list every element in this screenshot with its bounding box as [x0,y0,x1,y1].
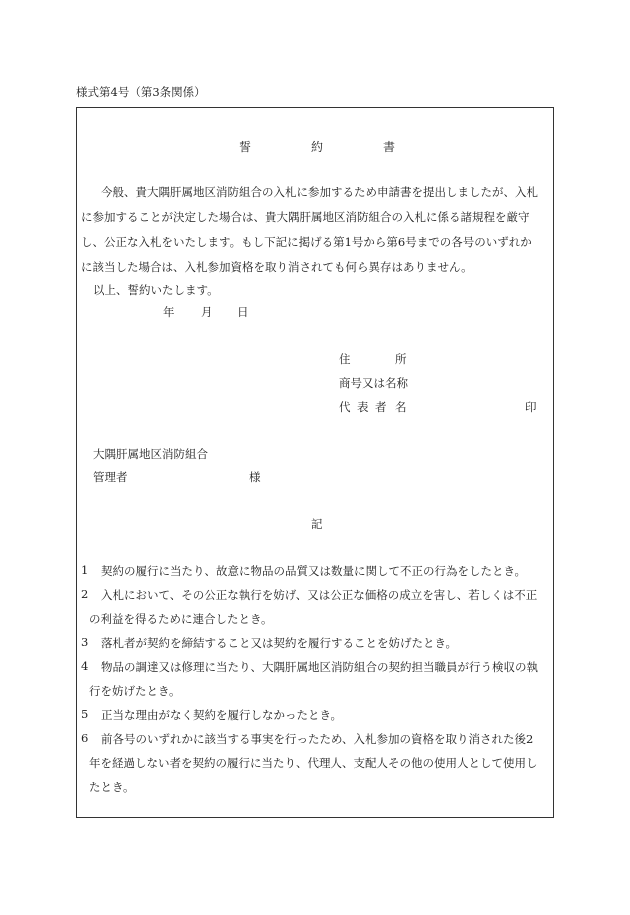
item-5-number: 5 [81,707,89,721]
addressee-organization: 大隅肝属地区消防組合 [93,447,208,461]
seal-mark: 印 [525,400,537,414]
address-label-char-2: 所 [395,352,407,366]
item-1-line-1: 契約の履行に当たり、故意に物品の品質又は数量に関して不正の行為をしたとき。 [101,564,527,578]
intro-line-2: に参加することが決定した場合は、貴大隅肝属地区消防組合の入札に係る諸規程を厳守 [81,210,530,224]
item-6-line-3: たとき。 [89,780,135,794]
item-4-line-1: 物品の調達又は修理に当たり、大隅肝属地区消防組合の契約担当職員が行う検収の執 [101,660,538,674]
item-6-line-2: 年を経過しない者を契約の履行に当たり、代理人、支配人その他の使用人として使用し [89,756,538,770]
date-month: 月 [201,305,213,319]
title-char-1: 誓 [239,140,252,154]
representative-char-1: 代 [339,400,351,414]
address-label-char-1: 住 [339,352,351,366]
item-2-line-1: 入札において、その公正な執行を妨げ、又は公正な価格の成立を害し、若しくは不正 [101,588,538,602]
representative-char-2: 表 [357,400,369,414]
item-5-line-1: 正当な理由がなく契約を履行しなかったとき。 [101,708,343,722]
intro-line-3: し、公正な入札をいたします。もし下記に掲げる第1号から第6号までの各号のいずれか [81,235,532,249]
date-day: 日 [237,305,249,319]
closing-statement: 以上、誓約いたします。 [93,283,219,297]
trade-name-label: 商号又は名称 [339,376,408,390]
item-3-line-1: 落札者が契約を締結すること又は契約を履行することを妨げたとき。 [101,636,458,650]
item-6-line-1: 前各号のいずれかに該当する事実を行ったため、入札参加の資格を取り消された後2 [101,732,534,746]
date-year: 年 [163,305,175,319]
intro-line-1: 今般、貴大隅肝属地区消防組合の入札に参加するため申請書を提出しましたが、入札 [101,185,538,199]
title-char-3: 書 [383,140,396,154]
intro-line-4: に該当した場合は、入札参加資格を取り消されても何ら異存はありません。 [81,260,473,274]
form-number-label: 様式第4号（第3条関係） [76,85,206,99]
item-2-number: 2 [81,587,89,601]
addressee-honorific: 様 [249,470,261,484]
item-4-number: 4 [81,659,89,673]
representative-char-3: 者 [375,400,387,414]
representative-char-4: 名 [395,400,407,414]
ki-heading: 記 [311,517,323,531]
item-2-line-2: の利益を得るために連合したとき。 [89,612,273,626]
item-3-number: 3 [81,635,89,649]
addressee-manager: 管理者 [93,470,128,484]
document-title [77,138,553,154]
item-6-number: 6 [81,731,89,745]
item-1-number: 1 [81,563,89,577]
pledge-form-frame [76,107,554,818]
title-char-2: 約 [311,140,324,154]
item-4-line-2: 行を妨げたとき。 [89,684,181,698]
